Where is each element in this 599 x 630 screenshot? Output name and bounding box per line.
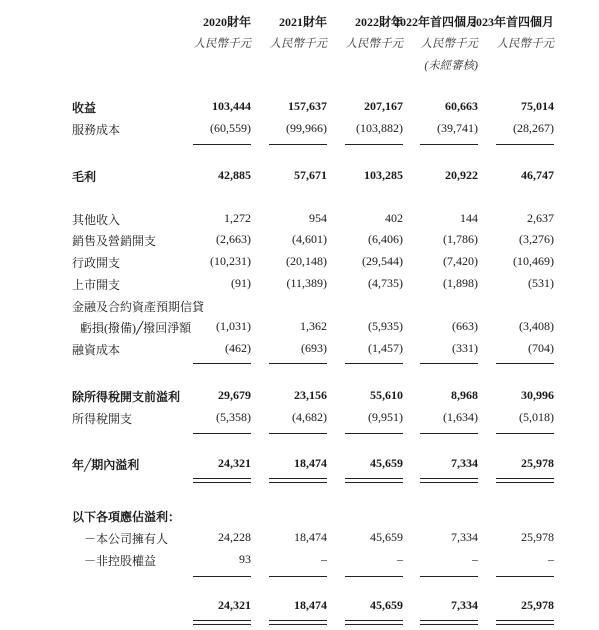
cell-value: 75,014: [521, 99, 554, 113]
cell-value: 20,922: [445, 168, 478, 182]
cell-value: 18,474: [294, 598, 327, 612]
cell-value: 45,659: [370, 530, 403, 544]
subtotal-rule: [269, 576, 327, 577]
cell-value: (531): [528, 276, 554, 290]
subtotal-rule: [193, 144, 251, 145]
row-label: 服務成本: [72, 123, 121, 137]
cell-value: (91): [231, 276, 251, 290]
cell-value: 18,474: [294, 456, 327, 470]
subtotal-rule: [193, 363, 251, 364]
row-label: 銷售及營銷開支: [72, 234, 157, 248]
row-label: 行政開支: [72, 256, 121, 270]
cell-value: (9,951): [368, 410, 403, 424]
cell-value: (6,406): [368, 232, 403, 246]
total-double-rule: [193, 478, 251, 483]
cell-value: 2,637: [527, 211, 554, 225]
cell-value: (693): [301, 341, 327, 355]
cell-value: 55,610: [370, 388, 403, 402]
cell-value: (331): [452, 341, 478, 355]
row-label: 毛利: [72, 170, 97, 184]
subtotal-rule: [345, 363, 403, 364]
cell-value: 1,272: [224, 211, 251, 225]
cell-value: (60,559): [210, 121, 251, 135]
subtotal-rule: [345, 144, 403, 145]
subtotal-rule: [345, 433, 403, 434]
cell-value: 24,321: [218, 598, 251, 612]
subtotal-rule: [269, 433, 327, 434]
cell-value: (1,634): [443, 410, 478, 424]
cell-value: (704): [528, 341, 554, 355]
total-double-rule: [420, 478, 478, 483]
row-label: 除所得稅開支前溢利: [72, 390, 181, 404]
total-double-rule: [193, 620, 251, 625]
cell-value: 23,156: [294, 388, 327, 402]
cell-value: 103,285: [364, 168, 403, 182]
row-label: 收益: [72, 101, 97, 115]
subtotal-rule: [496, 144, 554, 145]
row-label: 虧損(撥備)╱撥回淨額: [80, 321, 192, 335]
cell-value: (4,601): [292, 232, 327, 246]
row-label: 以下各項應佔溢利：: [72, 510, 181, 524]
cell-value: 24,321: [218, 456, 251, 470]
cell-value: 93: [239, 552, 251, 566]
column-unit: 人民幣千元: [269, 38, 327, 50]
subtotal-rule: [496, 576, 554, 577]
cell-value: 46,747: [521, 168, 554, 182]
cell-value: (10,469): [513, 254, 554, 268]
cell-value: 57,671: [294, 168, 327, 182]
total-double-rule: [269, 620, 327, 625]
cell-value: 29,679: [218, 388, 251, 402]
cell-value: –: [548, 552, 554, 566]
total-double-rule: [345, 478, 403, 483]
cell-value: –: [321, 552, 327, 566]
cell-value: 30,996: [521, 388, 554, 402]
row-label: －非控股權益: [84, 554, 157, 568]
total-double-rule: [420, 620, 478, 625]
cell-value: 7,334: [451, 530, 478, 544]
cell-value: 45,659: [370, 456, 403, 470]
cell-value: –: [472, 552, 478, 566]
row-label: 金融及合約資產預期信貸: [72, 300, 205, 314]
total-double-rule: [269, 478, 327, 483]
row-label: －本公司擁有人: [84, 532, 169, 546]
cell-value: (28,267): [513, 121, 554, 135]
cell-value: 1,362: [300, 319, 327, 333]
cell-value: (663): [452, 319, 478, 333]
subtotal-rule: [269, 144, 327, 145]
cell-value: (2,663): [216, 232, 251, 246]
cell-value: (5,358): [216, 410, 251, 424]
cell-value: (39,741): [437, 121, 478, 135]
column-unit: 人民幣千元: [496, 38, 554, 50]
cell-value: 954: [309, 211, 327, 225]
subtotal-rule: [193, 576, 251, 577]
cell-value: (462): [225, 341, 251, 355]
cell-value: (29,544): [362, 254, 403, 268]
cell-value: 24,228: [218, 530, 251, 544]
cell-value: 25,978: [521, 530, 554, 544]
cell-value: (3,276): [519, 232, 554, 246]
subtotal-rule: [269, 363, 327, 364]
column-unit: 人民幣千元: [345, 38, 403, 50]
column-header: 2020財年: [202, 15, 251, 29]
cell-value: (1,457): [368, 341, 403, 355]
subtotal-rule: [496, 433, 554, 434]
cell-value: 157,637: [288, 99, 327, 113]
cell-value: 144: [460, 211, 478, 225]
subtotal-rule: [345, 576, 403, 577]
column-header: 2022年首四個月: [393, 15, 478, 29]
cell-value: (1,786): [443, 232, 478, 246]
subtotal-rule: [420, 363, 478, 364]
row-label: 其他收入: [72, 213, 121, 227]
column-header: 2022財年: [354, 15, 403, 29]
subtotal-rule: [420, 433, 478, 434]
cell-value: 25,978: [521, 598, 554, 612]
cell-value: 7,334: [451, 456, 478, 470]
row-label: 上市開支: [72, 278, 121, 292]
cell-value: (5,935): [368, 319, 403, 333]
cell-value: (5,018): [519, 410, 554, 424]
column-header: 2021財年: [278, 15, 327, 29]
column-note: (未經審核): [424, 60, 478, 72]
cell-value: (7,420): [443, 254, 478, 268]
total-double-rule: [496, 478, 554, 483]
cell-value: 18,474: [294, 530, 327, 544]
subtotal-rule: [420, 144, 478, 145]
cell-value: (10,231): [210, 254, 251, 268]
cell-value: (3,408): [519, 319, 554, 333]
cell-value: (1,898): [443, 276, 478, 290]
cell-value: 207,167: [364, 99, 403, 113]
total-double-rule: [496, 620, 554, 625]
cell-value: (4,682): [292, 410, 327, 424]
column-header: 2023年首四個月: [469, 15, 554, 29]
cell-value: 103,444: [212, 99, 251, 113]
cell-value: (99,966): [286, 121, 327, 135]
cell-value: 7,334: [451, 598, 478, 612]
cell-value: (20,148): [286, 254, 327, 268]
cell-value: 60,663: [445, 99, 478, 113]
subtotal-rule: [420, 576, 478, 577]
subtotal-rule: [193, 433, 251, 434]
row-label: 年╱期內溢利: [72, 458, 140, 472]
subtotal-rule: [496, 363, 554, 364]
cell-value: 45,659: [370, 598, 403, 612]
cell-value: (1,031): [216, 319, 251, 333]
cell-value: (11,389): [286, 276, 327, 290]
cell-value: (103,882): [356, 121, 403, 135]
cell-value: 8,968: [451, 388, 478, 402]
cell-value: (4,735): [368, 276, 403, 290]
cell-value: 402: [385, 211, 403, 225]
row-label: 所得稅開支: [72, 412, 133, 426]
row-label: 融資成本: [72, 343, 121, 357]
cell-value: 42,885: [218, 168, 251, 182]
column-unit: 人民幣千元: [193, 38, 251, 50]
total-double-rule: [345, 620, 403, 625]
cell-value: 25,978: [521, 456, 554, 470]
column-unit: 人民幣千元: [420, 38, 478, 50]
cell-value: –: [397, 552, 403, 566]
